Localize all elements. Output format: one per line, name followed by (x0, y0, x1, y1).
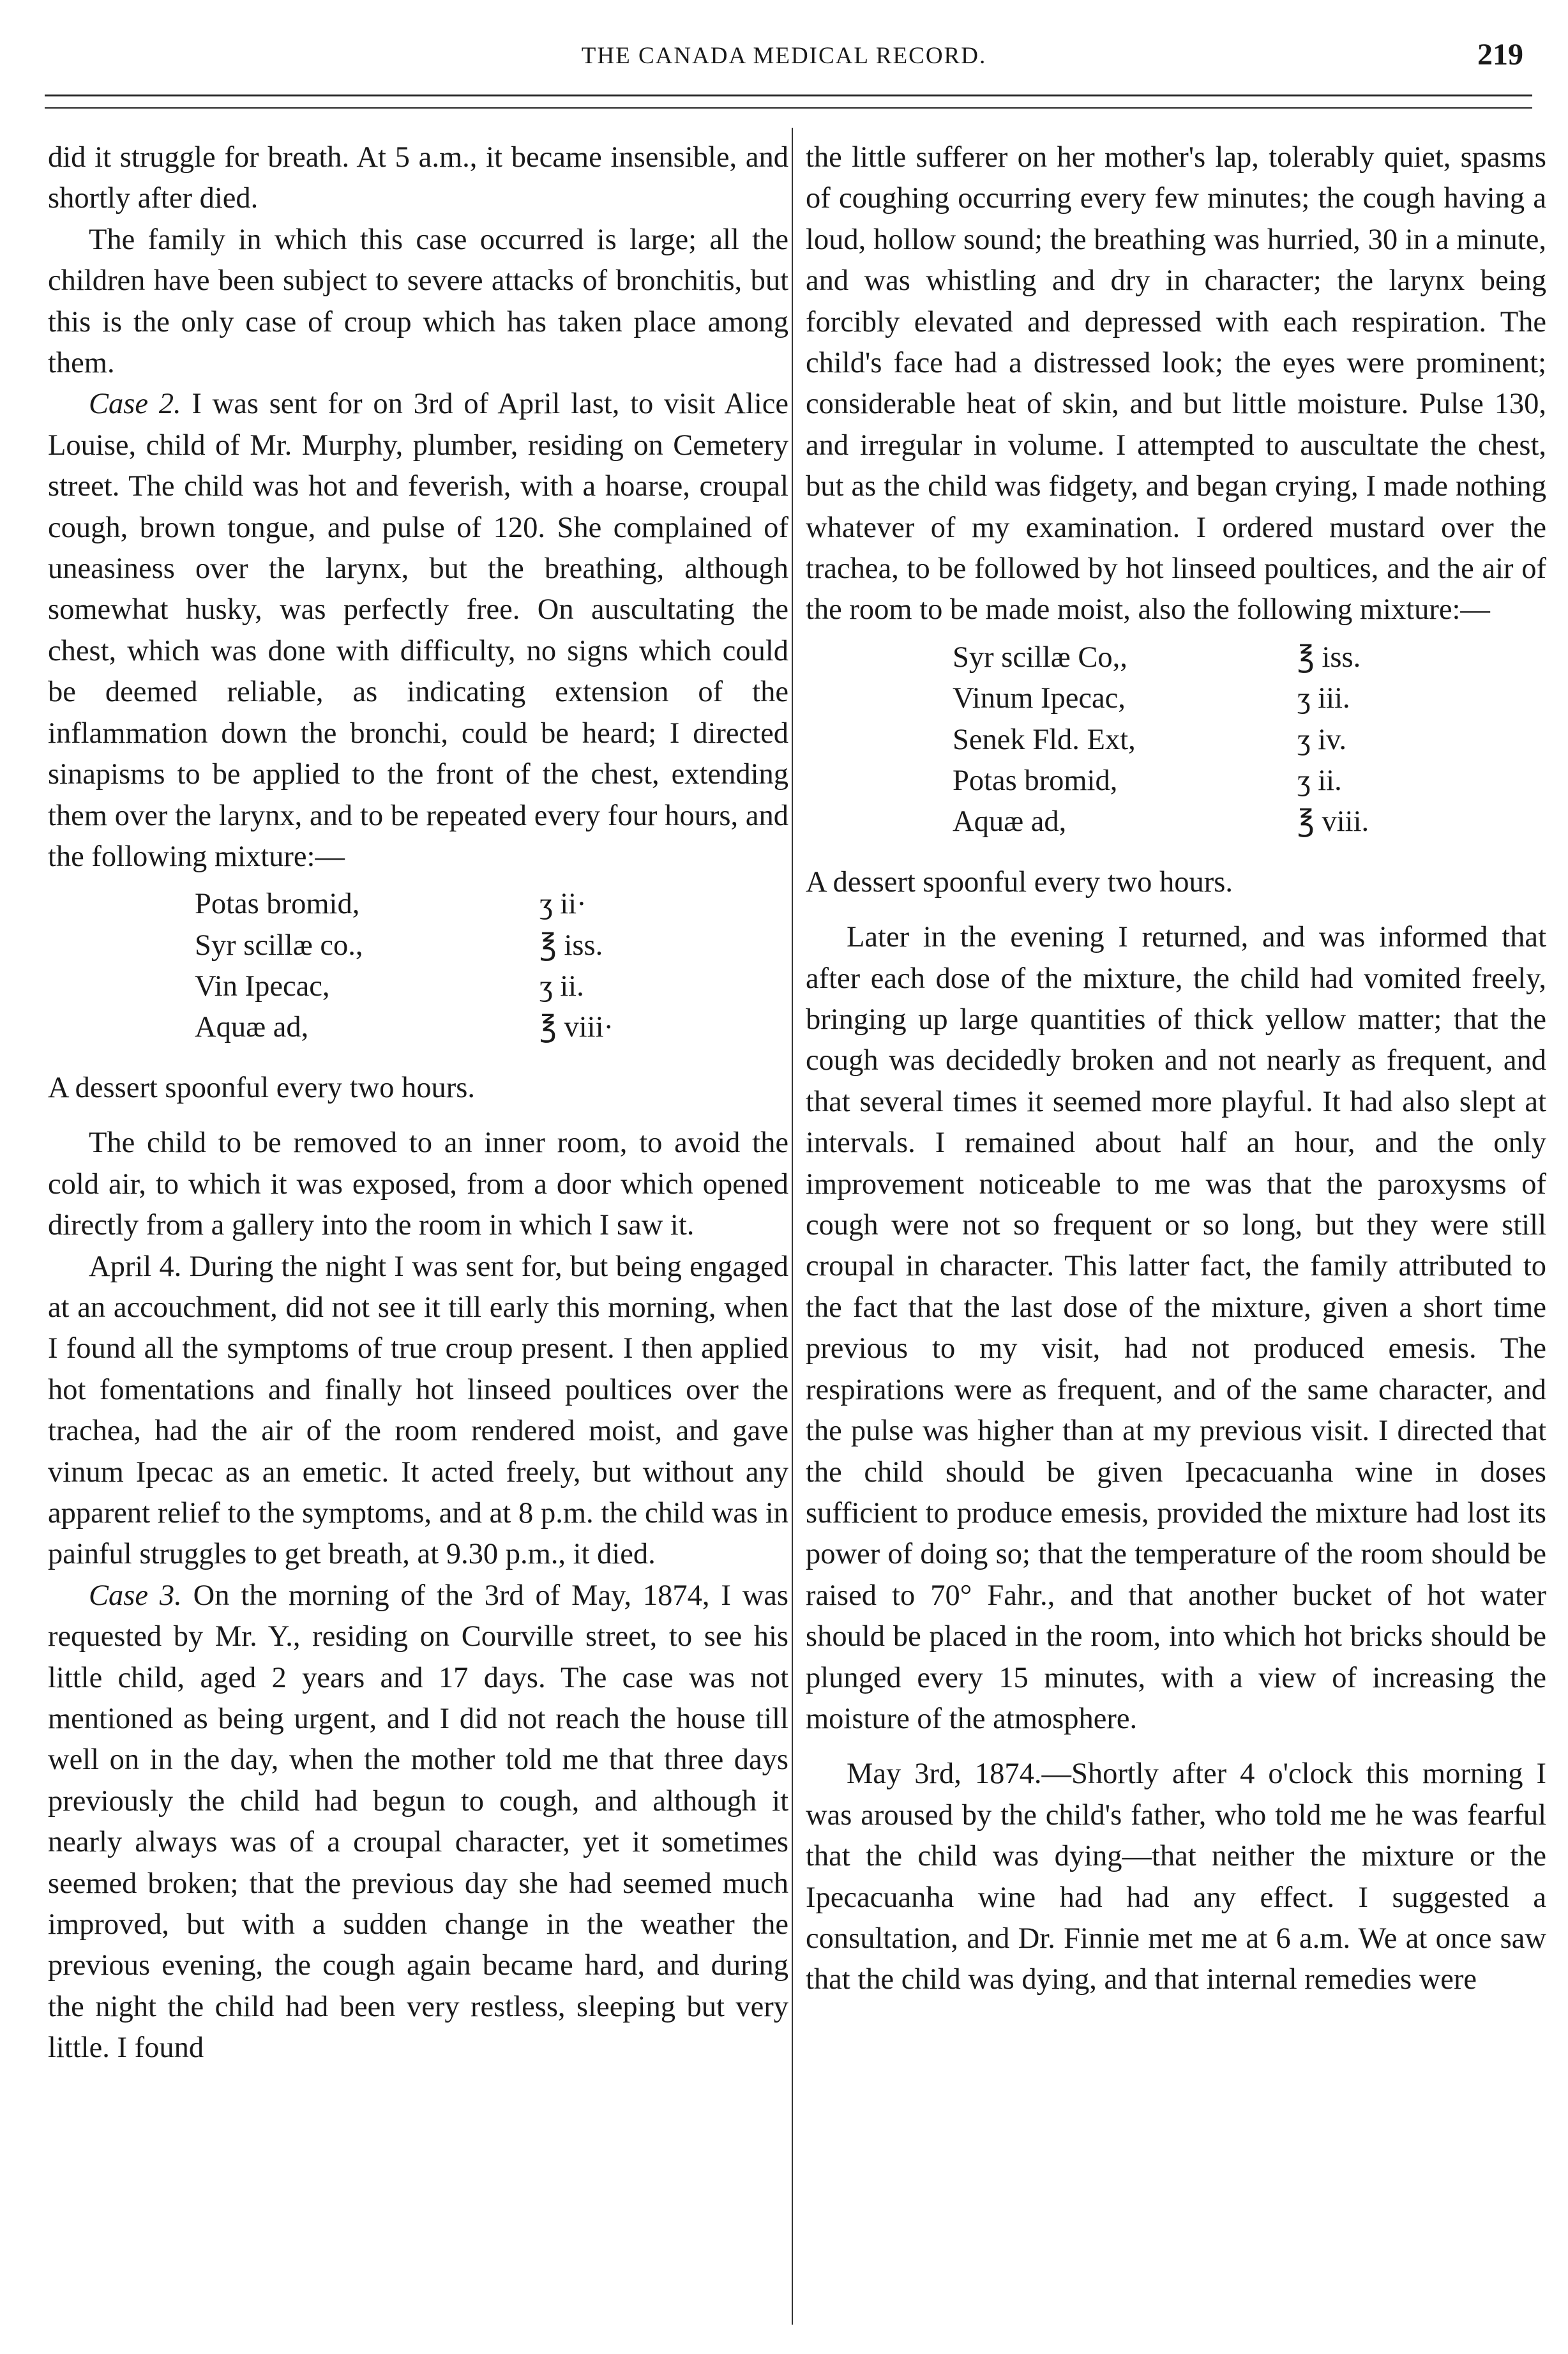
drug: Syr scillæ co., (195, 929, 363, 962)
drug: Syr scillæ Co,, (953, 641, 1127, 674)
paragraph: Later in the evening I returned, and was informed that after each dose of the mixture, the child had vomited freely, bringing up large quantities of thick yellow matter; that the cough was decidedly broken and not nearly as frequent, and that several times it seemed more playful. It had also slept at intervals. I remained about half an hour, and the only improvement noticeable to me was that the paroxysms of cough were not so frequent or so long, but they were still croupal in character. This latter fact, the family attributed to the fact that the last dose of the mixture, given a short time previous to my visit, had not produced emesis. The respirations were as frequent, and of the same character, and the pulse was higher than at my previous visit. I directed that the child should be given Ipecacuanha wine in doses sufficient to produce emesis, provided the mixture had lost its power of doing so; that the temperature of the room should be raised to 70° Fahr., and that another bucket of hot water should be placed in the room, into which hot bricks should be plunged every 15 minutes, with a view of increasing the moisture of the atmosphere. (806, 921, 1546, 1735)
left-column (48, 137, 788, 2334)
drug: Potas bromid, (195, 888, 360, 921)
paragraph-text: On the morning of the 3rd of May, 1874, I was requested by Mr. Y., residing on Courville street, to see his little child, aged 2 years and 17 days. The case was not mentioned as being urgent, and I did not reach the house till well on in the day, when the mother told me that three days previously the child had begun to cough, and although it nearly always was of a croupal character, yet it sometimes seemed broken; that the previous day she had seemed much improved, but with a sudden change in the weather the previous evening, the cough again became hard, and during the night the child had been very restless, sleeping but very little. I found (48, 1579, 788, 2065)
page-number: 219 (1477, 38, 1523, 72)
prescription-row (195, 925, 654, 966)
dose: ʒ iv. (1297, 723, 1347, 756)
dose: ℥ viii· (539, 1011, 614, 1044)
column-divider (792, 128, 793, 2325)
prescription-row (953, 761, 1412, 801)
prescription (953, 637, 1412, 843)
dose: ℥ iss. (539, 929, 603, 962)
paragraph: The child to be removed to an inner room, to avoid the cold air, to which it was exposed, from a door which opened directly from a gallery into the room in which I saw it. (48, 1127, 788, 1242)
paragraph: May 3rd, 1874.—Shortly after 4 o'clock this morning I was aroused by the child's father, who told me he was fearful that the child was dying—that neither the mixture or the Ipecacuanha wine had had any effect. I suggested a consultation, and Dr. Finnie met me at 6 a.m. We at once saw that the child was dying, and that internal remedies were (806, 1758, 1546, 1996)
case-label: Case 2. (89, 388, 181, 421)
drug: Aquæ ad, (953, 805, 1067, 839)
dose: ʒ ii· (539, 888, 587, 921)
page-header (38, 11, 1530, 82)
dose: ʒ ii. (1297, 764, 1342, 798)
right-column (806, 137, 1546, 2334)
paragraph: A dessert spoonful every two hours. (806, 865, 1233, 899)
dose: ℥ iss. (1297, 641, 1361, 674)
drug: Vinum Ipecac, (953, 682, 1126, 715)
dose: ℥ viii. (1297, 805, 1369, 839)
drug: Potas bromid, (953, 764, 1118, 798)
header-rule-bottom (45, 107, 1532, 109)
prescription-row (953, 801, 1412, 842)
prescription-row (953, 678, 1412, 719)
paragraph: the little sufferer on her mother's lap, tolerably quiet, spasms of coughing occurring every few minutes; the cough having a loud, hollow sound; the breathing was hurried, 30 in a minute, and was whistling and dry in character; the larynx being forcibly elevated and depressed with each respiration. The child's face had a distressed look; the eyes were prominent; considerable heat of skin, and but little moisture. Pulse 130, and irregular in volume. I attempted to auscultate the chest, but as the child was fidgety, and began crying, I made nothing whatever of my examination. I ordered mustard over the trachea, to be followed by hot linseed poultices, and the air of the room to be made moist, also the following mixture:— (806, 141, 1546, 626)
paragraph (48, 384, 788, 877)
prescription-row (953, 720, 1412, 761)
prescription-row (195, 1007, 654, 1048)
prescription-row (195, 966, 654, 1007)
paragraph-text: I was sent for on 3rd of April last, to visit Alice Louise, child of Mr. Murphy, plumber, residing on Cemetery street. The child was hot and feverish, with a hoarse, croupal cough, brown tongue, and pulse of 120. She complained of uneasiness over the larynx, but the breathing, although somewhat husky, was perfectly free. On auscultating the chest, which was done with difficulty, no signs which could be deemed reliable, as indicating extension of the inflammation down the bronchi, could be heard; I directed sinapisms to be applied to the front of the chest, extending them over the larynx, and to be repeated every four hours, and the following mixture:— (48, 388, 788, 873)
dose: ʒ ii. (539, 970, 584, 1003)
drug: Aquæ ad, (195, 1011, 309, 1044)
running-title: THE CANADA MEDICAL RECORD. (581, 43, 987, 69)
paragraph: The family in which this case occurred is large; all the children have been subject to severe attacks of bronchitis, but this is the only case of croup which has taken place among them. (48, 223, 788, 380)
header-rule-top (45, 95, 1532, 96)
drug: Senek Fld. Ext, (953, 723, 1136, 756)
paragraph: A dessert spoonful every two hours. (48, 1071, 475, 1104)
prescription-row (195, 884, 654, 925)
prescription (195, 884, 654, 1049)
paragraph: April 4. During the night I was sent for, but being engaged at an accouchment, did not see it till early this morning, when I found all the symptoms of true croup present. I then applied hot fomentations and finally hot linseed poultices over the trachea, had the air of the room rendered moist, and gave vinum Ipecac as an emetic. It acted freely, but without any apparent relief to the symptoms, and at 8 p.m. the child was in painful struggles to get breath, at 9.30 p.m., it died. (48, 1250, 788, 1571)
drug: Vin Ipecac, (195, 970, 330, 1003)
prescription-row (953, 637, 1412, 678)
paragraph (48, 1576, 788, 2069)
case-label: Case 3. (89, 1579, 182, 1612)
dose: ʒ iii. (1297, 682, 1350, 715)
paragraph: did it struggle for breath. At 5 a.m., it became insensible, and shortly after died. (48, 141, 788, 215)
